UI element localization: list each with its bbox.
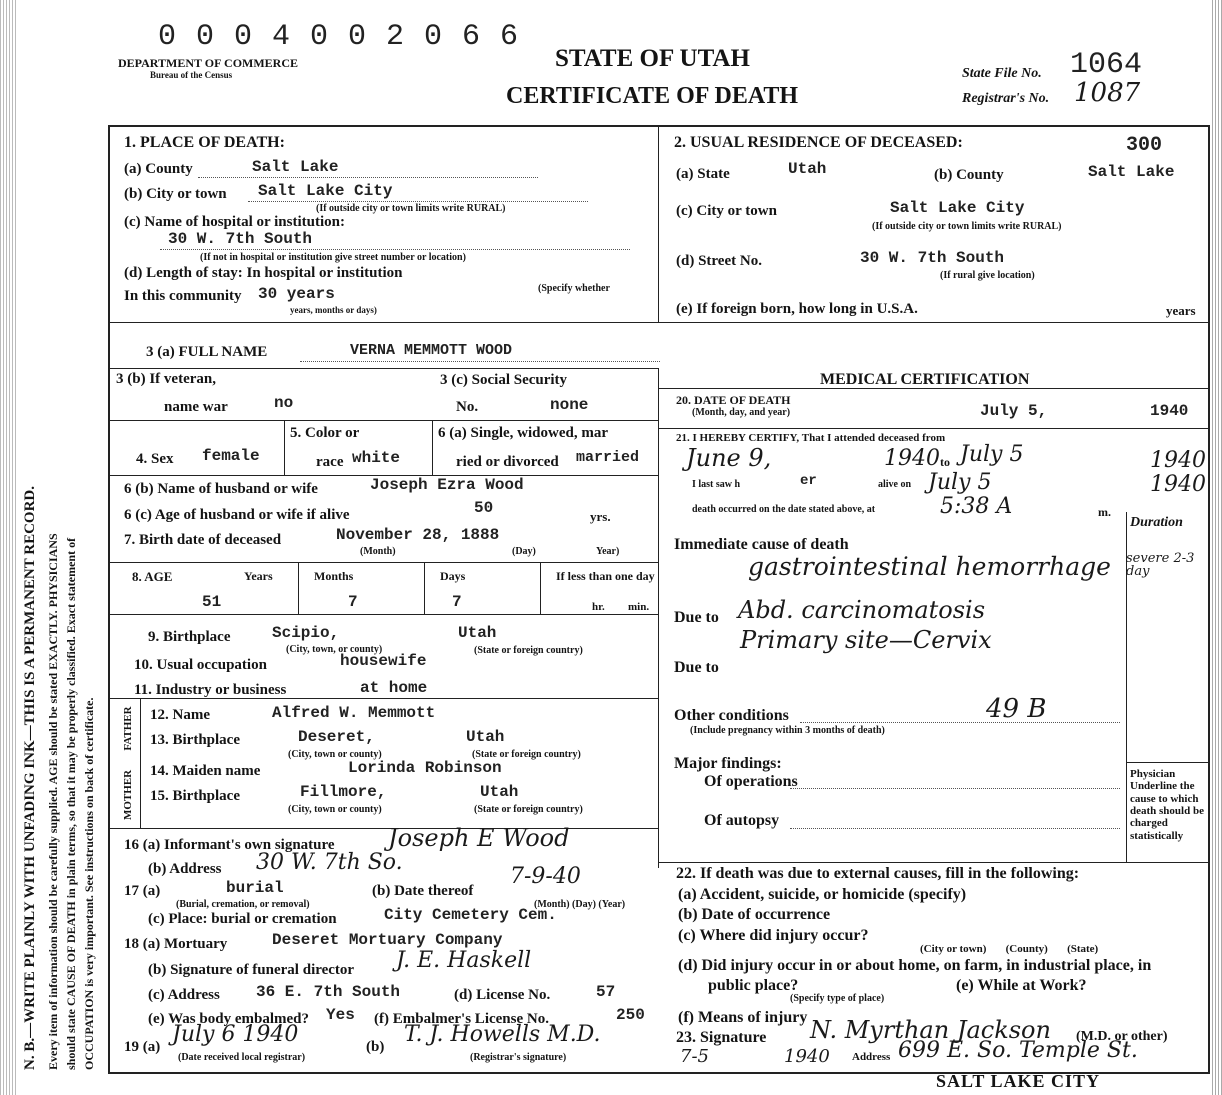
birthplace-state-note: (State or foreign country): [474, 645, 583, 656]
row-divider-parents-top: [108, 698, 658, 699]
age-months-header: Months: [314, 569, 354, 583]
occurrence-date-label: (b) Date of occurrence: [678, 906, 831, 923]
attended-from-year: 1940: [884, 446, 940, 471]
date-of-death-sub: (Month, day, and year): [692, 407, 791, 418]
sex-divider-1: [284, 420, 285, 475]
disposition-note: (Burial, cremation, or removal): [176, 899, 310, 910]
day-note: (Day): [512, 546, 536, 557]
residence-state-label: (a) State: [676, 166, 730, 182]
row-divider-certify: [658, 428, 1208, 429]
full-name-label: 3 (a) FULL NAME: [146, 344, 268, 360]
age-days-value: 7: [452, 593, 462, 611]
attended-from: June 9,: [686, 444, 772, 472]
father-birthplace-state: Utah: [466, 728, 505, 746]
row-divider-parents-bottom: [108, 828, 658, 829]
residence-heading: 2. USUAL RESIDENCE OF DECEASED:: [674, 134, 963, 151]
residence-city-value: Salt Lake City: [890, 199, 1025, 217]
signature-label: 23. Signature: [676, 1029, 767, 1046]
row-divider-external: [658, 862, 1208, 863]
place-county-label: (a) County: [124, 161, 193, 177]
disposition-date-label: (b) Date thereof: [372, 883, 474, 899]
age-months-value: 7: [348, 593, 358, 611]
burial-place-value: City Cemetery Cem.: [384, 906, 557, 924]
residence-street-note: (If rural give location): [940, 270, 1035, 281]
medical-heading: MEDICAL CERTIFICATION: [820, 371, 1030, 388]
due-to-value-1b: Primary site—Cervix: [740, 626, 992, 654]
physician-address: 699 E. So. Temple St.: [898, 1038, 1138, 1063]
war-value: no: [274, 394, 294, 412]
marital-label: 6 (a) Single, widowed, mar: [438, 425, 608, 441]
row-divider-name: [108, 322, 1208, 323]
ss-no-label: No.: [456, 399, 479, 415]
parents-bracket: [140, 698, 141, 828]
father-birthplace-city: Deseret,: [298, 728, 375, 746]
address-label: Address: [852, 1051, 891, 1063]
due-to-value-1: Abd. carcinomatosis: [738, 596, 986, 624]
last-saw-label: I last saw h: [692, 479, 741, 490]
sex-label: 4. Sex: [136, 451, 174, 467]
row-divider-age: [108, 562, 658, 563]
place-heading: 1. PLACE OF DEATH:: [124, 134, 285, 151]
birthplace-state: Utah: [458, 624, 497, 642]
major-findings-label: Major findings:: [674, 755, 782, 772]
residence-years-label: years: [1166, 303, 1196, 318]
salt-lake-city-stamp: SALT LAKE CITY: [936, 1071, 1101, 1091]
age-label: 8. AGE: [132, 569, 173, 584]
age-divider-1: [298, 562, 299, 614]
page-edge: [0, 0, 16, 1095]
death-occurred-label: death occurred on the date stated above, at: [692, 504, 876, 515]
side-instruction-4: OCCUPATION is very important. See instructions on back of certificate.: [82, 697, 96, 1070]
date-of-death-label: 20. DATE OF DEATH: [676, 393, 791, 407]
burial-place-label: (c) Place: burial or cremation: [148, 911, 337, 927]
date-received-value: July 6 1940: [172, 1022, 299, 1047]
informant-signature: Joseph E Wood: [388, 824, 570, 852]
date-of-death-value: July 5,: [980, 402, 1048, 420]
disposition-label: 17 (a): [124, 883, 161, 899]
place-hospital-note: (If not in hospital or institution give street number or location): [200, 252, 466, 263]
place-hospital-value: 30 W. 7th South: [168, 230, 313, 248]
race-value: white: [352, 449, 401, 467]
other-conditions-mark: 49 B: [986, 694, 1047, 724]
operations-label: Of operations: [704, 773, 798, 790]
place-city-note: (If outside city or town limits write RURAL): [316, 203, 506, 214]
certify-text: 21. I HEREBY CERTIFY, That I attended deceased from: [676, 432, 946, 444]
veteran-label: 3 (b) If veteran,: [116, 371, 216, 387]
attended-to-year: 1940: [1150, 448, 1206, 473]
residence-foreign-label: (e) If foreign born, how long in U.S.A.: [676, 301, 918, 317]
column-divider-main: [658, 368, 659, 868]
side-instruction-3: should state CAUSE OF DEATH in plain terms, so that it may be properly classified. Exact statement of: [64, 537, 78, 1070]
place-community-value: 30 years: [258, 285, 335, 303]
birth-date-value: November 28, 1888: [336, 526, 500, 544]
informant-signature-label: 16 (a) Informant's own signature: [124, 837, 335, 853]
spouse-age-value: 50: [474, 499, 494, 517]
yrs-label: yrs.: [590, 509, 611, 524]
injury-location-sub: (City or town) (County) (State): [920, 943, 1099, 955]
time-of-death: 5:38 A: [940, 494, 1013, 519]
birthplace-city: Scipio,: [272, 624, 340, 642]
color-label: 5. Color or: [290, 425, 360, 441]
disposition-date: 7-9-40: [510, 864, 581, 889]
date-received-note: (Date received local registrar): [178, 1052, 306, 1063]
residence-county-value: Salt Lake: [1088, 163, 1175, 181]
serial-number: 0 0 0 4 0 0 2 0 6 6: [158, 20, 520, 54]
injury-location-label: (c) Where did injury occur?: [678, 927, 869, 944]
mother-state-note: (State or foreign country): [474, 804, 583, 815]
mortuary-label: 18 (a) Mortuary: [124, 936, 228, 952]
embalmer-license-label: (f) Embalmer's License No.: [374, 1011, 549, 1027]
license-value: 57: [596, 983, 616, 1001]
alive-on-date: July 5: [928, 470, 992, 495]
page-edge-right: [1212, 0, 1222, 1095]
row-divider-physician-box: [1126, 762, 1208, 763]
social-security-label: 3 (c) Social Security: [440, 372, 568, 388]
birthplace-label: 9. Birthplace: [148, 629, 231, 645]
side-instruction-2: Every item of information should be carefully supplied. AGE should be stated EXACTLY. PHYSICIANS: [46, 533, 60, 1070]
last-saw-er: er: [800, 473, 817, 489]
physician-signature: N. Myrthan Jackson: [810, 1016, 1051, 1044]
residence-street-label: (d) Street No.: [676, 253, 762, 269]
residence-county-label: (b) County: [934, 167, 1004, 183]
mother-birthplace-city: Fillmore,: [300, 783, 387, 801]
while-at-work-label: (e) While at Work?: [956, 977, 1087, 994]
dotline: [790, 828, 1120, 829]
date-of-death-year: 1940: [1150, 402, 1189, 420]
mortuary-address-label: (c) Address: [148, 987, 220, 1003]
full-name-value: VERNA MEMMOTT WOOD: [350, 342, 513, 359]
disposition-value: burial: [226, 879, 284, 897]
due-to-label-2: Due to: [674, 659, 719, 676]
father-state-note: (State or foreign country): [472, 749, 581, 760]
min-label: min.: [628, 601, 650, 613]
spouse-label: 6 (b) Name of husband or wife: [124, 481, 318, 497]
dotline: [800, 722, 1120, 723]
funeral-director-signature: J. E. Haskell: [396, 948, 532, 973]
spouse-value: Joseph Ezra Wood: [370, 476, 524, 494]
mother-birthplace-label: 15. Birthplace: [150, 788, 240, 804]
birth-date-label: 7. Birth date of deceased: [124, 532, 282, 548]
dotline: [198, 177, 538, 178]
dotline: [790, 788, 1120, 789]
place-stay-label: (d) Length of stay: In hospital or institution: [124, 265, 403, 281]
row-divider-birthplace: [108, 614, 658, 615]
dotline: [300, 361, 660, 362]
place-hospital-label: (c) Name of hospital or institution:: [124, 214, 345, 230]
embalmer-license-value: 250: [616, 1006, 645, 1024]
md-label: (M.D. or other): [1076, 1029, 1168, 1044]
mother-maiden-value: Lorinda Robinson: [348, 759, 502, 777]
alive-on-year: 1940: [1150, 472, 1206, 497]
residence-street-value: 30 W. 7th South: [860, 249, 1005, 267]
father-name-label: 12. Name: [150, 707, 210, 723]
age-years-value: 51: [202, 593, 222, 611]
public-place-sub: (Specify type of place): [790, 993, 885, 1004]
alive-on-label: alive on: [878, 479, 912, 490]
registrar-number: 1087: [1074, 78, 1141, 108]
registrar-signature-note: (Registrar's signature): [470, 1052, 567, 1063]
marital-label-2: ried or divorced: [456, 454, 559, 470]
informant-address-label: (b) Address: [148, 861, 222, 877]
registrar-label: Registrar's No.: [962, 91, 1050, 106]
place-city-label: (b) City or town: [124, 186, 227, 202]
sex-divider-2: [432, 420, 433, 475]
age-years-header: Years: [244, 569, 273, 583]
mortuary-address-value: 36 E. 7th South: [256, 983, 401, 1001]
race-label: race: [316, 454, 344, 470]
mother-city-note: (City, town or county): [288, 804, 382, 815]
year-note: Year): [596, 546, 620, 557]
due-to-label-1: Due to: [674, 609, 719, 626]
father-name-value: Alfred W. Memmott: [272, 704, 436, 722]
age-less-day-header: If less than one day: [556, 569, 655, 583]
certificate-title: CERTIFICATE OF DEATH: [506, 83, 799, 109]
column-divider-top: [658, 125, 659, 322]
place-specify-note: (Specify whether: [538, 283, 610, 294]
signature-year: 1940: [784, 1046, 830, 1067]
accident-label: (a) Accident, suicide, or homicide (specify): [678, 886, 967, 903]
dotline: [160, 249, 630, 250]
place-city-value: Salt Lake City: [258, 182, 393, 200]
residence-city-note: (If outside city or town limits write RURAL): [872, 221, 1062, 232]
registrar-signature: T. J. Howells M.D.: [404, 1022, 601, 1047]
signature-date: 7-5: [680, 1046, 709, 1067]
immediate-cause-label: Immediate cause of death: [674, 536, 849, 553]
informant-address: 30 W. 7th So.: [256, 850, 403, 875]
duration-label: Duration: [1130, 515, 1183, 530]
means-of-injury-label: (f) Means of injury: [678, 1009, 808, 1026]
marital-value: married: [576, 449, 640, 466]
residence-code: 300: [1126, 134, 1163, 157]
father-label: FATHER: [122, 706, 134, 751]
immediate-cause-duration: severe 2-3 day: [1126, 551, 1195, 579]
funeral-director-label: (b) Signature of funeral director: [148, 962, 355, 978]
place-community-label: In this community: [124, 288, 242, 304]
mother-label: MOTHER: [122, 769, 134, 820]
registrar-b-label: (b): [366, 1039, 385, 1055]
state-title: STATE OF UTAH: [555, 45, 750, 72]
mother-birthplace-state: Utah: [480, 783, 519, 801]
to-label: to: [940, 455, 950, 469]
residence-city-label: (c) City or town: [676, 203, 777, 219]
row-divider-veteran: [108, 368, 658, 369]
dotline: [248, 201, 588, 202]
age-days-header: Days: [440, 569, 466, 583]
attended-to: July 5: [960, 442, 1024, 467]
residence-state-value: Utah: [788, 160, 827, 178]
mother-father-side-label: [122, 706, 134, 820]
embalmed-label: (e) Was body embalmed?: [148, 1011, 309, 1027]
embalmed-value: Yes: [326, 1006, 355, 1024]
row-divider-medical: [658, 388, 1208, 389]
immediate-cause-value: gastrointestinal hemorrhage: [748, 552, 1111, 581]
place-units-note: years, months or days): [290, 305, 377, 315]
other-conditions-label: Other conditions: [674, 707, 789, 724]
sex-value: female: [202, 447, 260, 465]
injury-place-label: (d) Did injury occur in or about home, on farm, in industrial place, in: [678, 957, 1152, 974]
disposition-date-note: (Month) (Day) (Year): [534, 899, 626, 910]
hr-label: hr.: [592, 601, 605, 613]
social-security-value: none: [550, 396, 589, 414]
external-causes-label: 22. If death was due to external causes, fill in the following:: [676, 865, 1080, 882]
side-instruction-1: N. B.—WRITE PLAINLY WITH UNFADING INK—THIS IS A PERMANENT RECORD.: [22, 486, 38, 1070]
public-place-label: public place?: [708, 977, 799, 994]
occupation-value: housewife: [340, 652, 427, 670]
physician-box: Physician Underline the cause to which death should be charged statistically: [1130, 768, 1204, 842]
department-label: DEPARTMENT OF COMMERCE: [118, 56, 299, 70]
bureau-label: Bureau of the Census: [150, 70, 233, 80]
date-received-label: 19 (a): [124, 1039, 161, 1055]
spouse-age-label: 6 (c) Age of husband or wife if alive: [124, 507, 350, 523]
birthplace-city-note: (City, town, or county): [286, 644, 383, 655]
autopsy-label: Of autopsy: [704, 812, 780, 829]
other-conditions-sub: (Include pregnancy within 3 months of death): [690, 725, 885, 736]
mother-maiden-label: 14. Maiden name: [150, 763, 261, 779]
age-divider-3: [540, 562, 541, 614]
month-note: (Month): [360, 546, 396, 557]
father-birthplace-label: 13. Birthplace: [150, 732, 240, 748]
industry-value: at home: [360, 679, 428, 697]
occupation-label: 10. Usual occupation: [134, 657, 267, 673]
mortuary-value: Deseret Mortuary Company: [272, 931, 503, 949]
state-file-number: 1064: [1070, 48, 1143, 82]
m-label: m.: [1098, 505, 1111, 519]
industry-label: 11. Industry or business: [134, 682, 287, 698]
row-divider-sex: [108, 420, 658, 421]
state-file-label: State File No.: [962, 66, 1042, 81]
war-label: name war: [164, 399, 228, 415]
place-county-value: Salt Lake: [252, 158, 339, 176]
age-divider-2: [424, 562, 425, 614]
license-label: (d) License No.: [454, 987, 551, 1003]
father-city-note: (City, town or county): [288, 749, 382, 760]
